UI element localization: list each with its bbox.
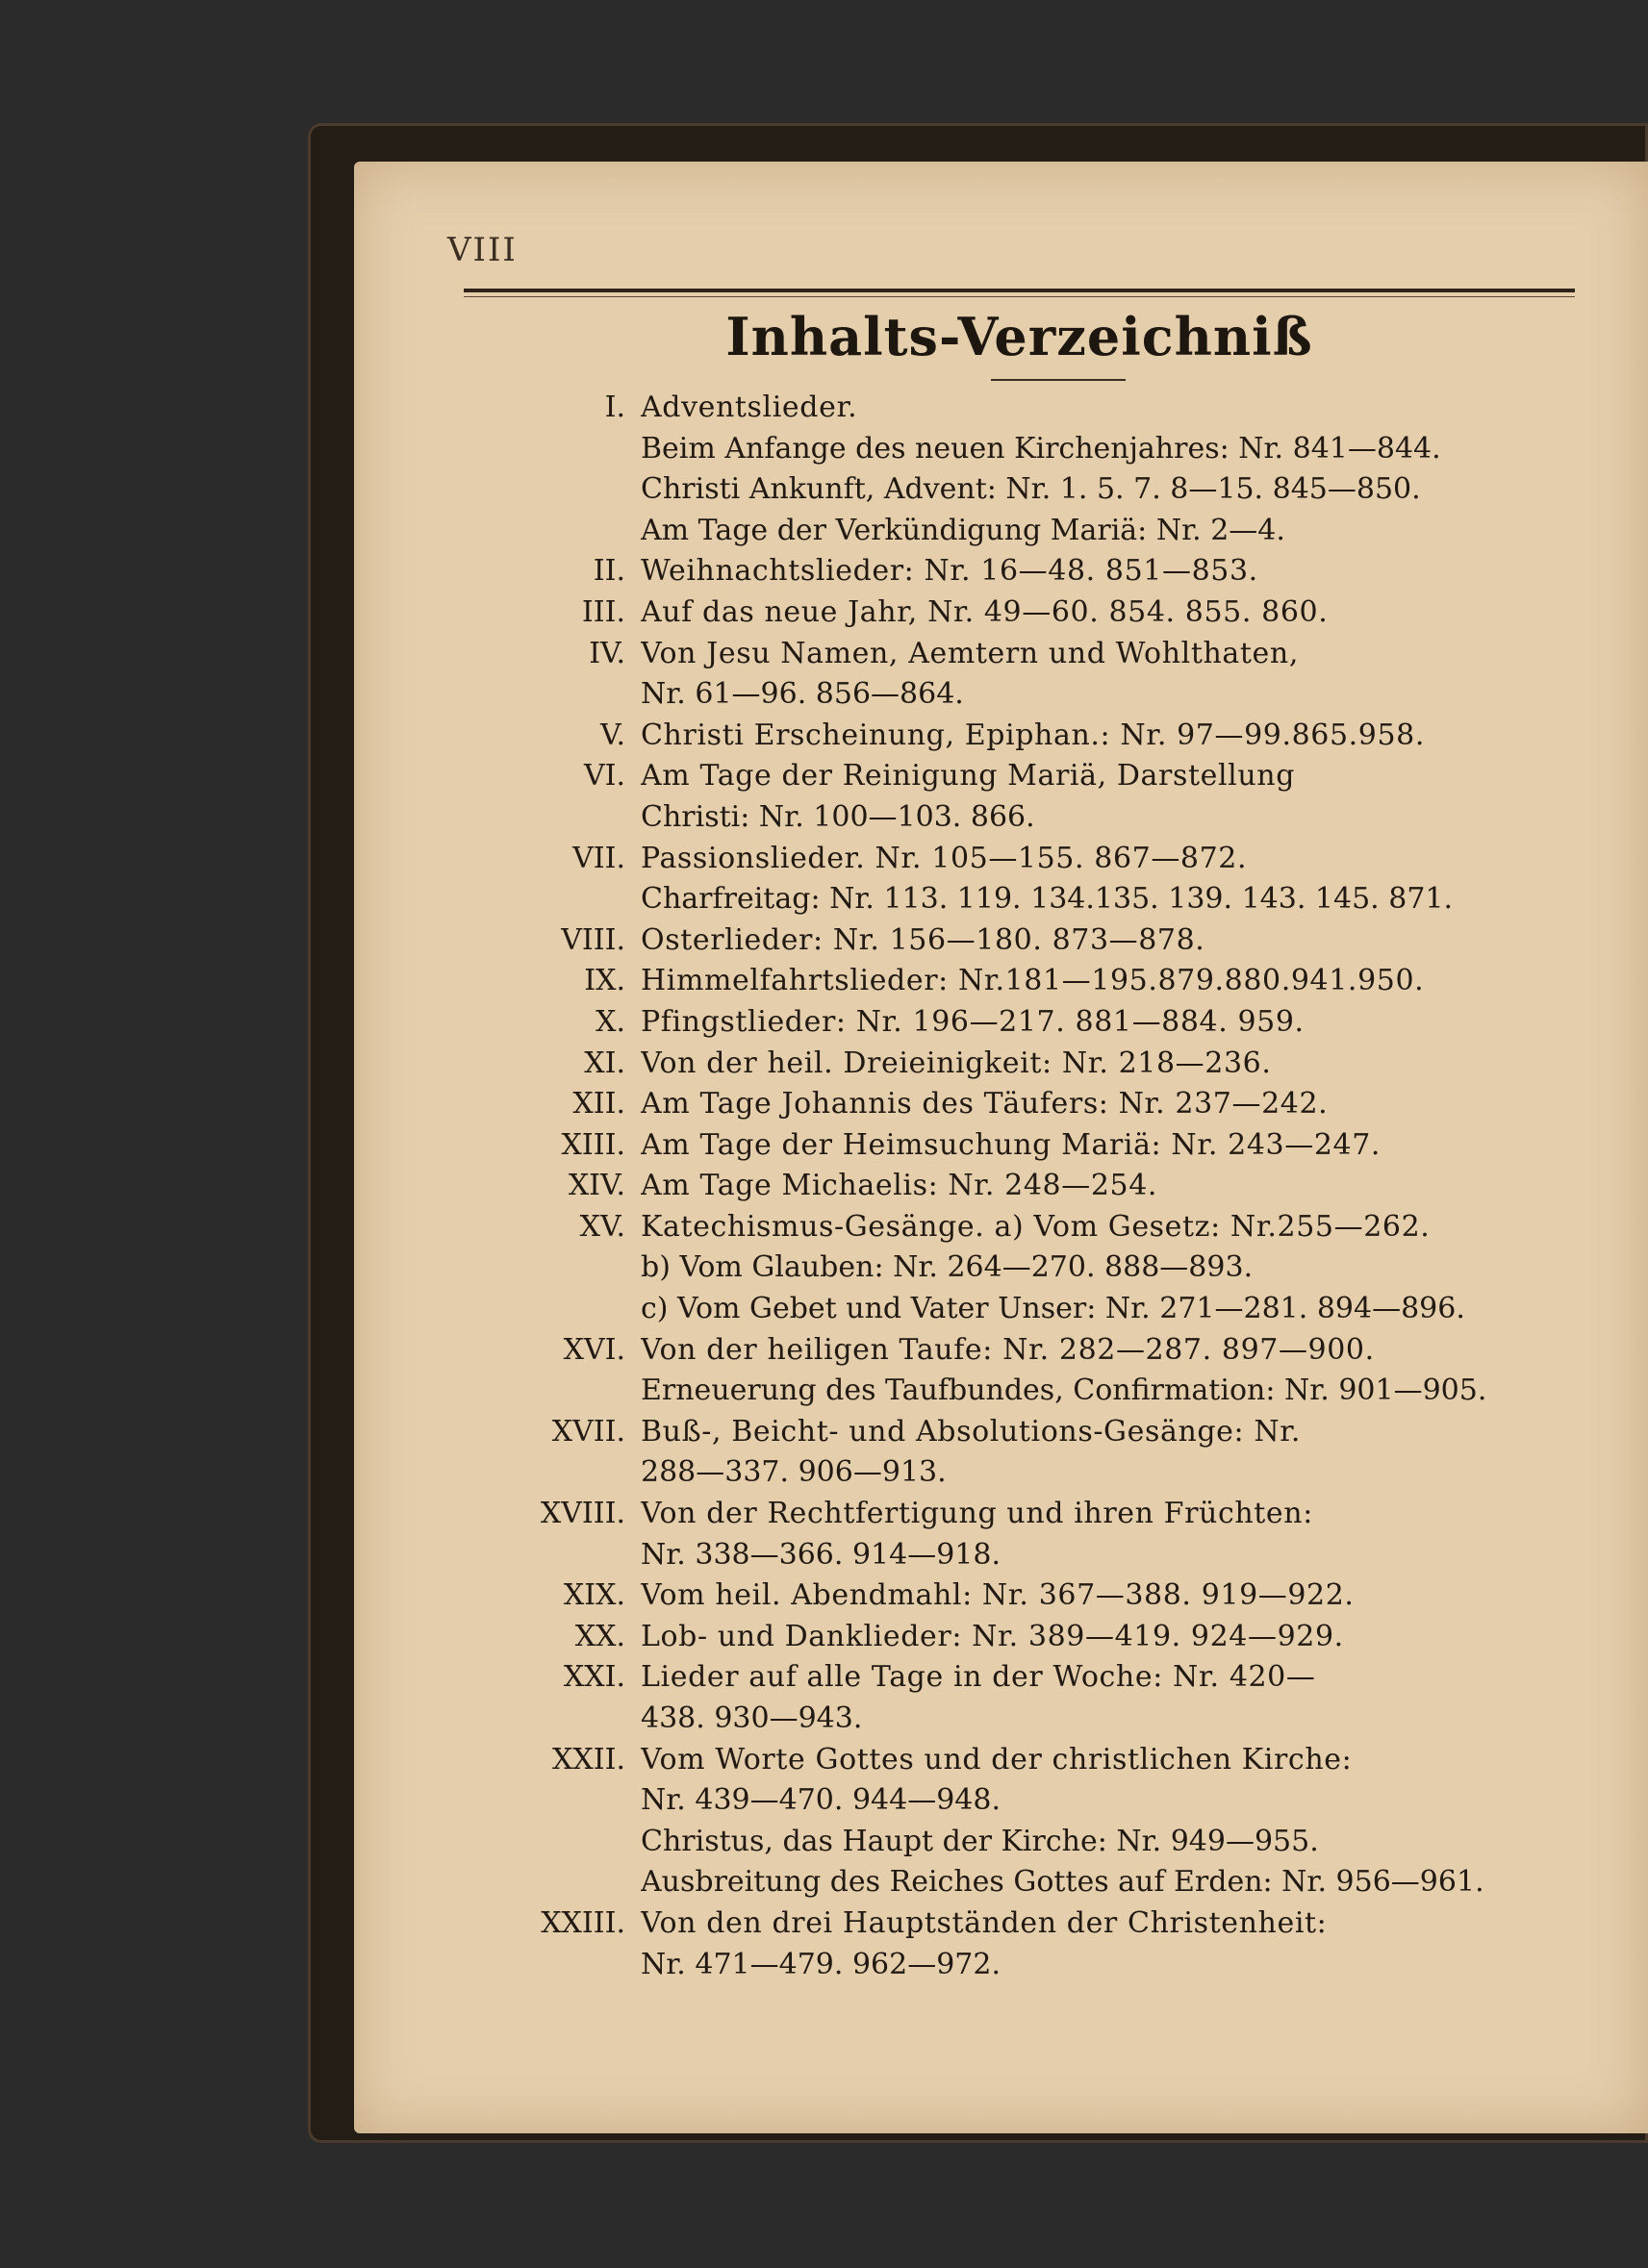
section-heading: Lob- und Danklieder: Nr. 389—419. 924—929. xyxy=(641,1619,1344,1653)
section-detail: Christi Ankunft, Advent: Nr. 1. 5. 7. 8—15. 845—850. xyxy=(641,472,1421,507)
section-detail: Am Tage der Verkündigung Mariä: Nr. 2—4. xyxy=(641,513,1285,547)
section-numeral: XXI. xyxy=(563,1660,625,1695)
section-detail: Nr. 439—470. 944—948. xyxy=(641,1783,1001,1818)
toc-entry xyxy=(500,1825,1597,1866)
toc-entry xyxy=(500,1497,1597,1538)
toc-entry xyxy=(500,1948,1597,1989)
toc-entry xyxy=(500,1538,1597,1579)
section-detail: 288—337. 906—913. xyxy=(641,1455,947,1490)
section-heading: Weihnachtslieder: Nr. 16—48. 851—853. xyxy=(641,554,1258,589)
section-heading: Von der heil. Dreieinigkeit: Nr. 218—236. xyxy=(641,1046,1272,1080)
section-detail: b) Vom Glauben: Nr. 264—270. 888—893. xyxy=(641,1250,1254,1285)
section-detail: Nr. 61—96. 856—864. xyxy=(641,677,964,712)
section-numeral: XXII. xyxy=(552,1742,625,1777)
toc-entry xyxy=(500,882,1597,923)
toc-entry xyxy=(500,1169,1597,1210)
toc-entry xyxy=(500,1333,1597,1374)
section-numeral: XV. xyxy=(579,1209,625,1244)
toc-entry xyxy=(500,1292,1597,1333)
toc-entry xyxy=(500,637,1597,678)
toc-entry xyxy=(500,1250,1597,1292)
toc-entry xyxy=(500,1455,1597,1497)
section-detail: 438. 930—943. xyxy=(641,1701,863,1735)
section-heading: Buß-, Beicht- und Absolutions-Gesänge: Nr. xyxy=(641,1414,1302,1449)
section-numeral: XIV. xyxy=(568,1169,625,1203)
section-heading: Adventslieder. xyxy=(641,391,858,424)
section-detail: Ausbreitung des Reiches Gottes auf Erden: Nr. 956—961. xyxy=(641,1865,1484,1900)
section-numeral: IX. xyxy=(584,964,625,998)
toc-entry xyxy=(500,1578,1597,1620)
section-heading: Am Tage Michaelis: Nr. 248—254. xyxy=(641,1169,1158,1203)
section-detail: Nr. 471—479. 962—972. xyxy=(641,1947,1001,1981)
section-heading: Am Tage der Heimsuchung Mariä: Nr. 243—247. xyxy=(641,1127,1382,1162)
section-numeral: III. xyxy=(581,594,625,629)
table-of-contents xyxy=(500,391,1597,1988)
section-numeral: IV. xyxy=(589,636,625,670)
toc-entry xyxy=(500,1128,1597,1170)
section-heading: Christi Erscheinung, Epiphan.: Nr. 97—99.865.958. xyxy=(641,718,1425,752)
section-numeral: XXIII. xyxy=(541,1905,625,1940)
toc-entry xyxy=(500,1210,1597,1251)
toc-entry xyxy=(500,1087,1597,1128)
section-heading: Von der Rechtfertigung und ihren Früchten: xyxy=(641,1497,1313,1531)
section-heading: Osterlieder: Nr. 156—180. 873—878. xyxy=(641,922,1205,957)
section-numeral: XVII. xyxy=(551,1414,625,1449)
section-heading: Am Tage Johannis des Täufers: Nr. 237—242. xyxy=(641,1087,1329,1121)
section-numeral: XIII. xyxy=(561,1127,625,1162)
section-detail: c) Vom Gebet und Vater Unser: Nr. 271—281. 894—896. xyxy=(641,1292,1465,1326)
section-numeral: XX. xyxy=(574,1619,625,1653)
section-heading: Vom Worte Gottes und der christlichen Kirche: xyxy=(641,1742,1353,1777)
toc-entry xyxy=(500,677,1597,718)
section-numeral: XIX. xyxy=(563,1578,625,1613)
section-detail: Charfreitag: Nr. 113. 119. 134.135. 139. 143. 145. 871. xyxy=(641,882,1454,917)
toc-entry xyxy=(500,964,1597,1005)
toc-entry xyxy=(500,554,1597,595)
header-rule xyxy=(464,289,1575,292)
section-heading: Lieder auf alle Tage in der Woche: Nr. 420— xyxy=(641,1660,1316,1695)
section-numeral: XVIII. xyxy=(540,1497,625,1531)
page-number: VIII xyxy=(447,231,518,269)
section-numeral: XI. xyxy=(584,1046,625,1080)
section-heading: Vom heil. Abendmahl: Nr. 367—388. 919—922. xyxy=(641,1578,1355,1613)
section-numeral: V. xyxy=(600,718,625,752)
toc-entry xyxy=(500,1701,1597,1743)
section-detail: Nr. 338—366. 914—918. xyxy=(641,1537,1001,1572)
toc-entry xyxy=(500,1373,1597,1415)
section-numeral: VII. xyxy=(572,841,625,875)
section-heading: Von Jesu Namen, Aemtern und Wohlthaten, xyxy=(641,636,1299,670)
section-numeral: II. xyxy=(593,554,625,589)
toc-entry xyxy=(500,1620,1597,1661)
section-numeral: X. xyxy=(596,1004,625,1039)
section-numeral: I. xyxy=(604,391,625,424)
toc-entry xyxy=(500,1906,1597,1948)
section-heading: Passionslieder. Nr. 105—155. 867—872. xyxy=(641,841,1248,875)
section-numeral: VIII. xyxy=(561,922,625,957)
toc-entry xyxy=(500,759,1597,800)
section-heading: Pfingstlieder: Nr. 196—217. 881—884. 959. xyxy=(641,1004,1305,1039)
toc-entry xyxy=(500,1743,1597,1784)
toc-entry xyxy=(500,718,1597,760)
section-heading: Am Tage der Reinigung Mariä, Darstellung xyxy=(641,759,1296,794)
toc-entry xyxy=(500,595,1597,637)
toc-entry xyxy=(500,1783,1597,1825)
page-title: Inhalts-Verzeichniß xyxy=(725,306,1313,367)
toc-entry xyxy=(500,1415,1597,1456)
section-detail: Beim Anfange des neuen Kirchenjahres: Nr. 841—844. xyxy=(641,431,1441,466)
toc-entry xyxy=(500,472,1597,514)
section-heading: Von den drei Hauptständen der Christenheit: xyxy=(641,1905,1328,1940)
toc-entry xyxy=(500,391,1597,432)
section-numeral: VI. xyxy=(583,759,625,794)
section-heading: Auf das neue Jahr, Nr. 49—60. 854. 855. 860. xyxy=(641,594,1329,629)
toc-entry xyxy=(500,432,1597,473)
section-heading: Von der heiligen Taufe: Nr. 282—287. 897—900. xyxy=(641,1332,1375,1367)
section-numeral: XVI. xyxy=(563,1332,625,1367)
header-rule-thin xyxy=(464,296,1575,297)
section-detail: Christi: Nr. 100—103. 866. xyxy=(641,799,1035,834)
toc-entry xyxy=(500,1005,1597,1046)
toc-entry xyxy=(500,1865,1597,1906)
section-detail: Erneuerung des Taufbundes, Confirmation: Nr. 901—905. xyxy=(641,1373,1487,1408)
toc-entry xyxy=(500,923,1597,965)
toc-entry xyxy=(500,1046,1597,1088)
section-detail: Christus, das Haupt der Kirche: Nr. 949—955. xyxy=(641,1824,1319,1858)
section-numeral: XII. xyxy=(572,1087,625,1121)
section-heading: Katechismus-Gesänge. a) Vom Gesetz: Nr.255—262. xyxy=(641,1209,1431,1244)
toc-entry xyxy=(500,1660,1597,1701)
toc-entry xyxy=(500,800,1597,842)
toc-entry xyxy=(500,842,1597,883)
section-heading: Himmelfahrtslieder: Nr.181—195.879.880.941.950. xyxy=(641,964,1425,998)
toc-entry xyxy=(500,514,1597,555)
title-underline xyxy=(991,379,1126,381)
